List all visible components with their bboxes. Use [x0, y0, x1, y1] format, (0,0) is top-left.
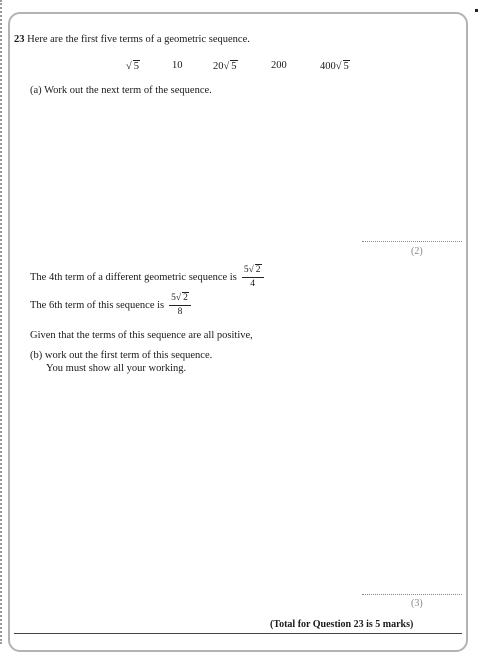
sixth-term-fraction: $\frac{5√ 2}{8}$	[169, 292, 191, 318]
answer-line-a	[362, 241, 462, 242]
question-intro: Here are the first five terms of a geometric sequence.	[27, 34, 250, 45]
part-a-prompt: (a) Work out the next term of the sequence.	[30, 85, 212, 96]
question-number: 23	[14, 34, 25, 45]
part-b-prompt: (b) work out the first term of this sequence.	[30, 350, 213, 361]
corner-mark	[475, 9, 478, 12]
part-b-marks: (3)	[411, 598, 423, 609]
part-b-instruction: You must show all your working.	[46, 363, 187, 374]
sequence-term-3: 20√ 5	[213, 61, 237, 72]
margin-rule	[0, 0, 6, 644]
sixth-term-line	[30, 292, 191, 318]
sequence-term-5: 400√ 5	[320, 61, 349, 72]
answer-line-b	[362, 594, 462, 595]
given-statement: Given that the terms of this sequence are all positive,	[30, 330, 253, 341]
sequence-term-2: 10	[172, 60, 183, 71]
bottom-rule	[14, 633, 462, 634]
sequence-term-1: √ 5	[126, 61, 140, 72]
question-header	[14, 34, 250, 45]
part-a-marks: (2)	[411, 246, 423, 257]
fourth-term-line	[30, 264, 264, 290]
fourth-term-fraction: $\frac{5√ 2}{4}$	[242, 264, 264, 290]
sixth-term-text: The 6th term of this sequence is	[30, 299, 165, 311]
sequence-term-4: 200	[271, 60, 287, 71]
fourth-term-text: The 4th term of a different geometric sequence is	[30, 271, 237, 283]
question-total: (Total for Question 23 is 5 marks)	[270, 619, 414, 630]
